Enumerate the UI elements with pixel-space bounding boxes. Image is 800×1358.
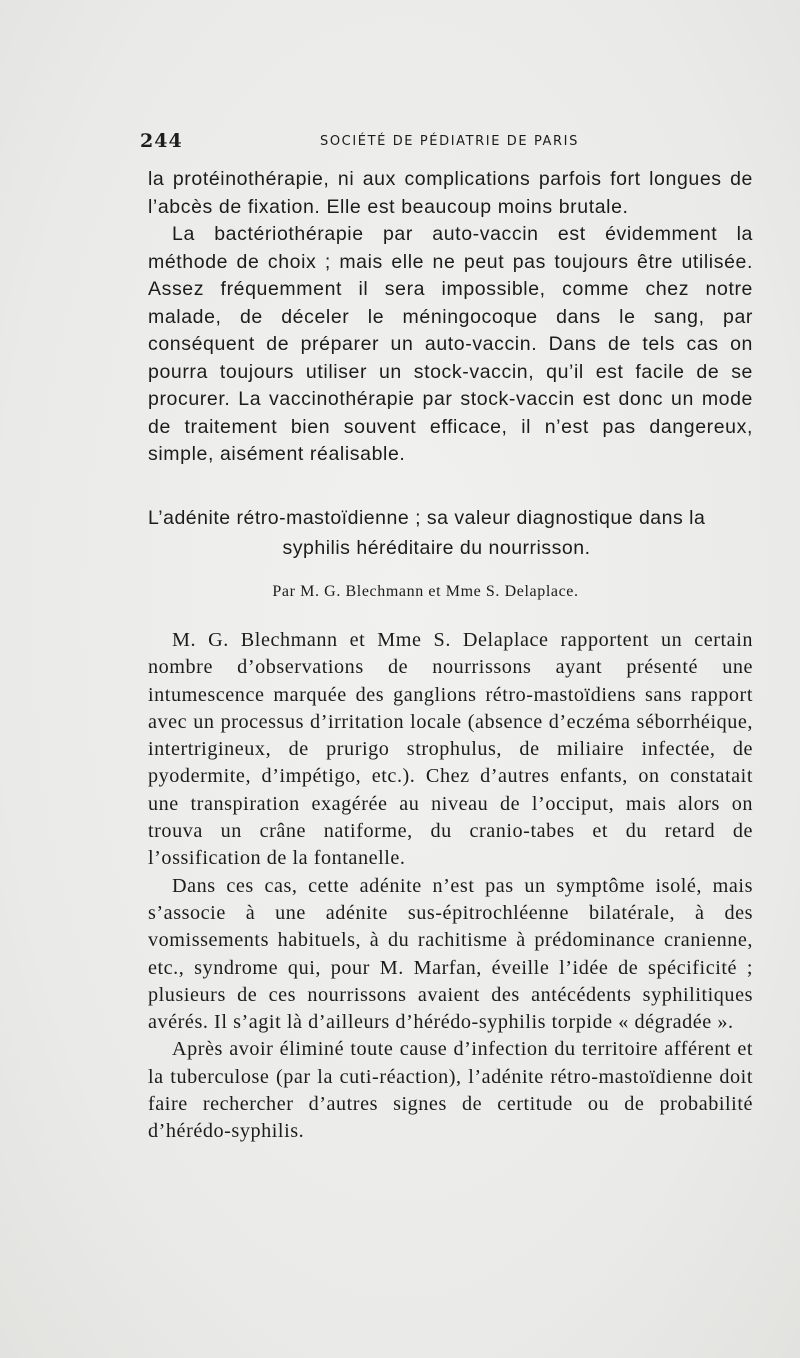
article-body (148, 627, 753, 1146)
body-paragraph-1: M. G. Blechmann et Mme S. Delaplace rapportent un certain nombre d’observations de nourrissons ayant présenté une intumescence marquée des ganglions rétro-mastoïdiens sans rapport avec un processus d’irritation locale (absence d’eczéma séborrhéique, intertrigineux, de prurigo strophulus, de miliaire infectée, de pyodermite, d’impétigo, etc.). Chez d’autres enfants, on constatait une transpiration exagérée au niveau de l’occiput, mais alors on trouva un crâne natiforme, du cranio-tabes et du retard de l’ossification de la fontanelle. (148, 629, 753, 870)
article-title-line-1: L’adénite rétro-mastoïdienne ; sa valeur diagnostique dans la (148, 507, 706, 529)
continuation-paragraph: la protéinothérapie, ni aux complications parfois fort longues de l’abcès de fixation. Elle est beaucoup moins brutale. (148, 168, 753, 218)
vaccine-paragraph: La bactériothérapie par auto-vaccin est évidemment la méthode de choix ; mais elle ne peut pas toujours être utilisée. Assez fréquemment il sera impossible, comme chez notre malade, de déceler le méningocoque dans le sang, par conséquent de préparer un auto-vaccin. Dans de tels cas on pourra toujours utiliser un stock-vaccin, qu’il est facile de se procurer. La vaccinothérapie par stock-vaccin est donc un mode de traitement bien souvent efficace, il n’est pas dangereux, simple, aisément réalisable. (148, 223, 753, 465)
body-paragraph-3: Après avoir éliminé toute cause d’infection du territoire afférent et la tuberculose (par la cuti-réaction), l’adénite rétro-mastoïdienne doit faire rechercher d’autres signes de certitude ou de probabilité d’hérédo-syphilis. (148, 1038, 753, 1143)
page-number: 244 (140, 130, 183, 152)
body-paragraph-2: Dans ces cas, cette adénite n’est pas un symptôme isolé, mais s’associe à une adénite sus-épitrochléenne bilatérale, à des vomissements habituels, à du rachitisme à prédominance cranienne, etc., syndrome qui, pour M. Marfan, éveille l’idée de spécificité ; plusieurs de ces nourrissons avaient des antécédents syphilitiques avérés. Il s’agit là d’ailleurs d’hérédo-syphilis torpide « dégradée ». (148, 874, 753, 1034)
article-title-line-2: syphilis héréditaire du nourrisson. (282, 537, 591, 559)
running-head: SOCIÉTÉ DE PÉDIATRIE DE PARIS (320, 134, 579, 149)
intro-text-block (148, 166, 753, 469)
article-title (148, 503, 753, 563)
article-byline: Par M. G. Blechmann et Mme S. Delaplace. (272, 583, 579, 600)
page-header (140, 130, 760, 154)
